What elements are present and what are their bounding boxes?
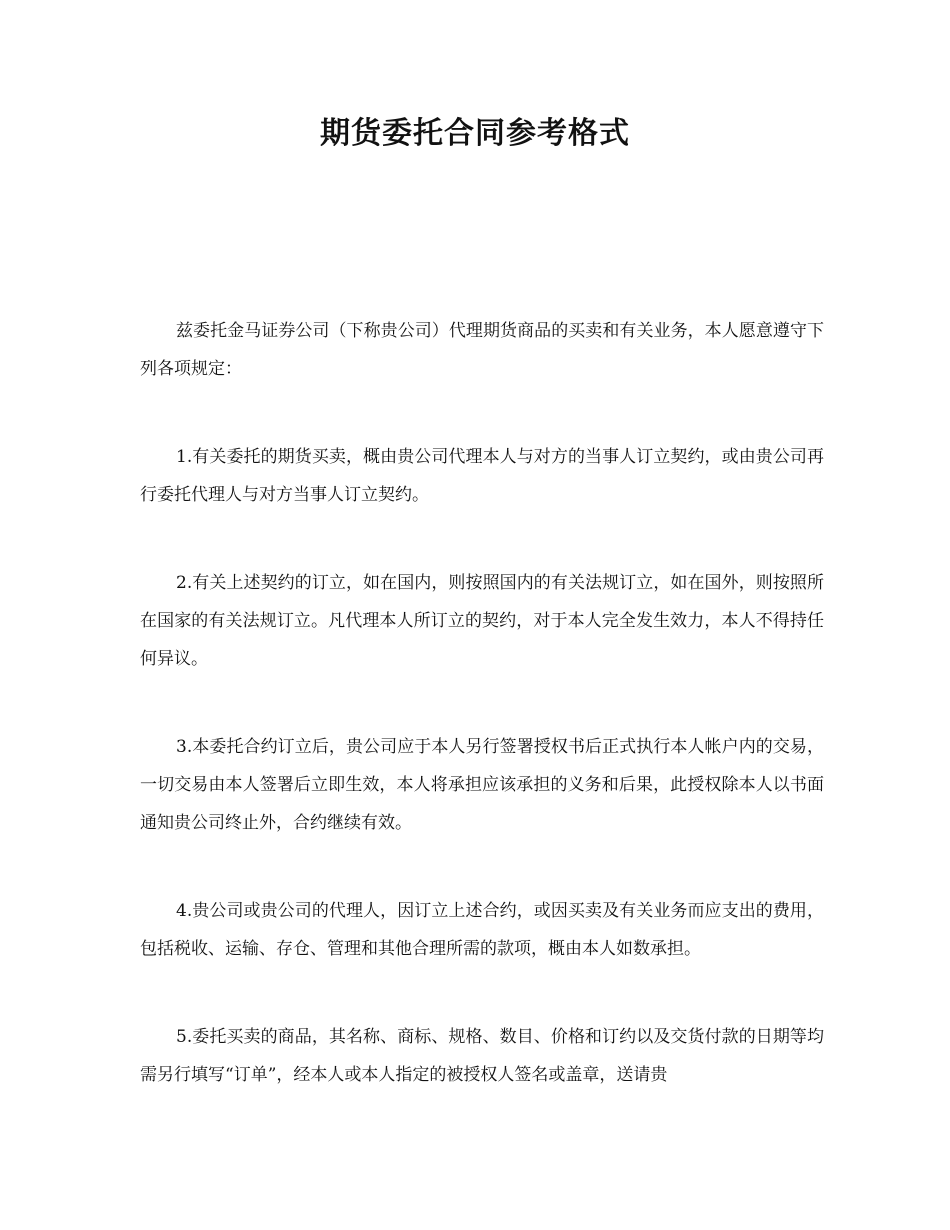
paragraph-clause-4: 4.贵公司或贵公司的代理人，因订立上述合约，或因买卖及有关业务而应支出的费用，包括税收、运输、存仓、管理和其他合理所需的款项，概由本人如数承担。 bbox=[140, 901, 824, 959]
paragraph-clause-5: 5.委托买卖的商品，其名称、商标、规格、数目、价格和订约以及交货付款的日期等均需另行填写“订单”，经本人或本人指定的被授权人签名或盖章，送请贵 bbox=[140, 1027, 824, 1085]
paragraph-clause-2: 2.有关上述契约的订立，如在国内，则按照国内的有关法规订立，如在国外，则按照所在国家的有关法规订立。凡代理本人所订立的契约，对于本人完全发生效力，本人不得持任何异议。 bbox=[140, 573, 824, 669]
document-body bbox=[140, 312, 824, 1144]
paragraph-clause-3: 3.本委托合约订立后，贵公司应于本人另行签署授权书后正式执行本人帐户内的交易，一切交易由本人签署后立即生效，本人将承担应该承担的义务和后果，此授权除本人以书面通知贵公司终止外，合约继续有效。 bbox=[140, 737, 824, 833]
paragraph-clause-1: 1.有关委托的期货买卖，概由贵公司代理本人与对方的当事人订立契约，或由贵公司再行委托代理人与对方当事人订立契约。 bbox=[140, 447, 824, 505]
paragraph-intro: 兹委托金马证券公司（下称贵公司）代理期货商品的买卖和有关业务，本人愿意遵守下列各项规定： bbox=[140, 321, 824, 379]
document-title: 期货委托合同参考格式 bbox=[320, 116, 630, 151]
